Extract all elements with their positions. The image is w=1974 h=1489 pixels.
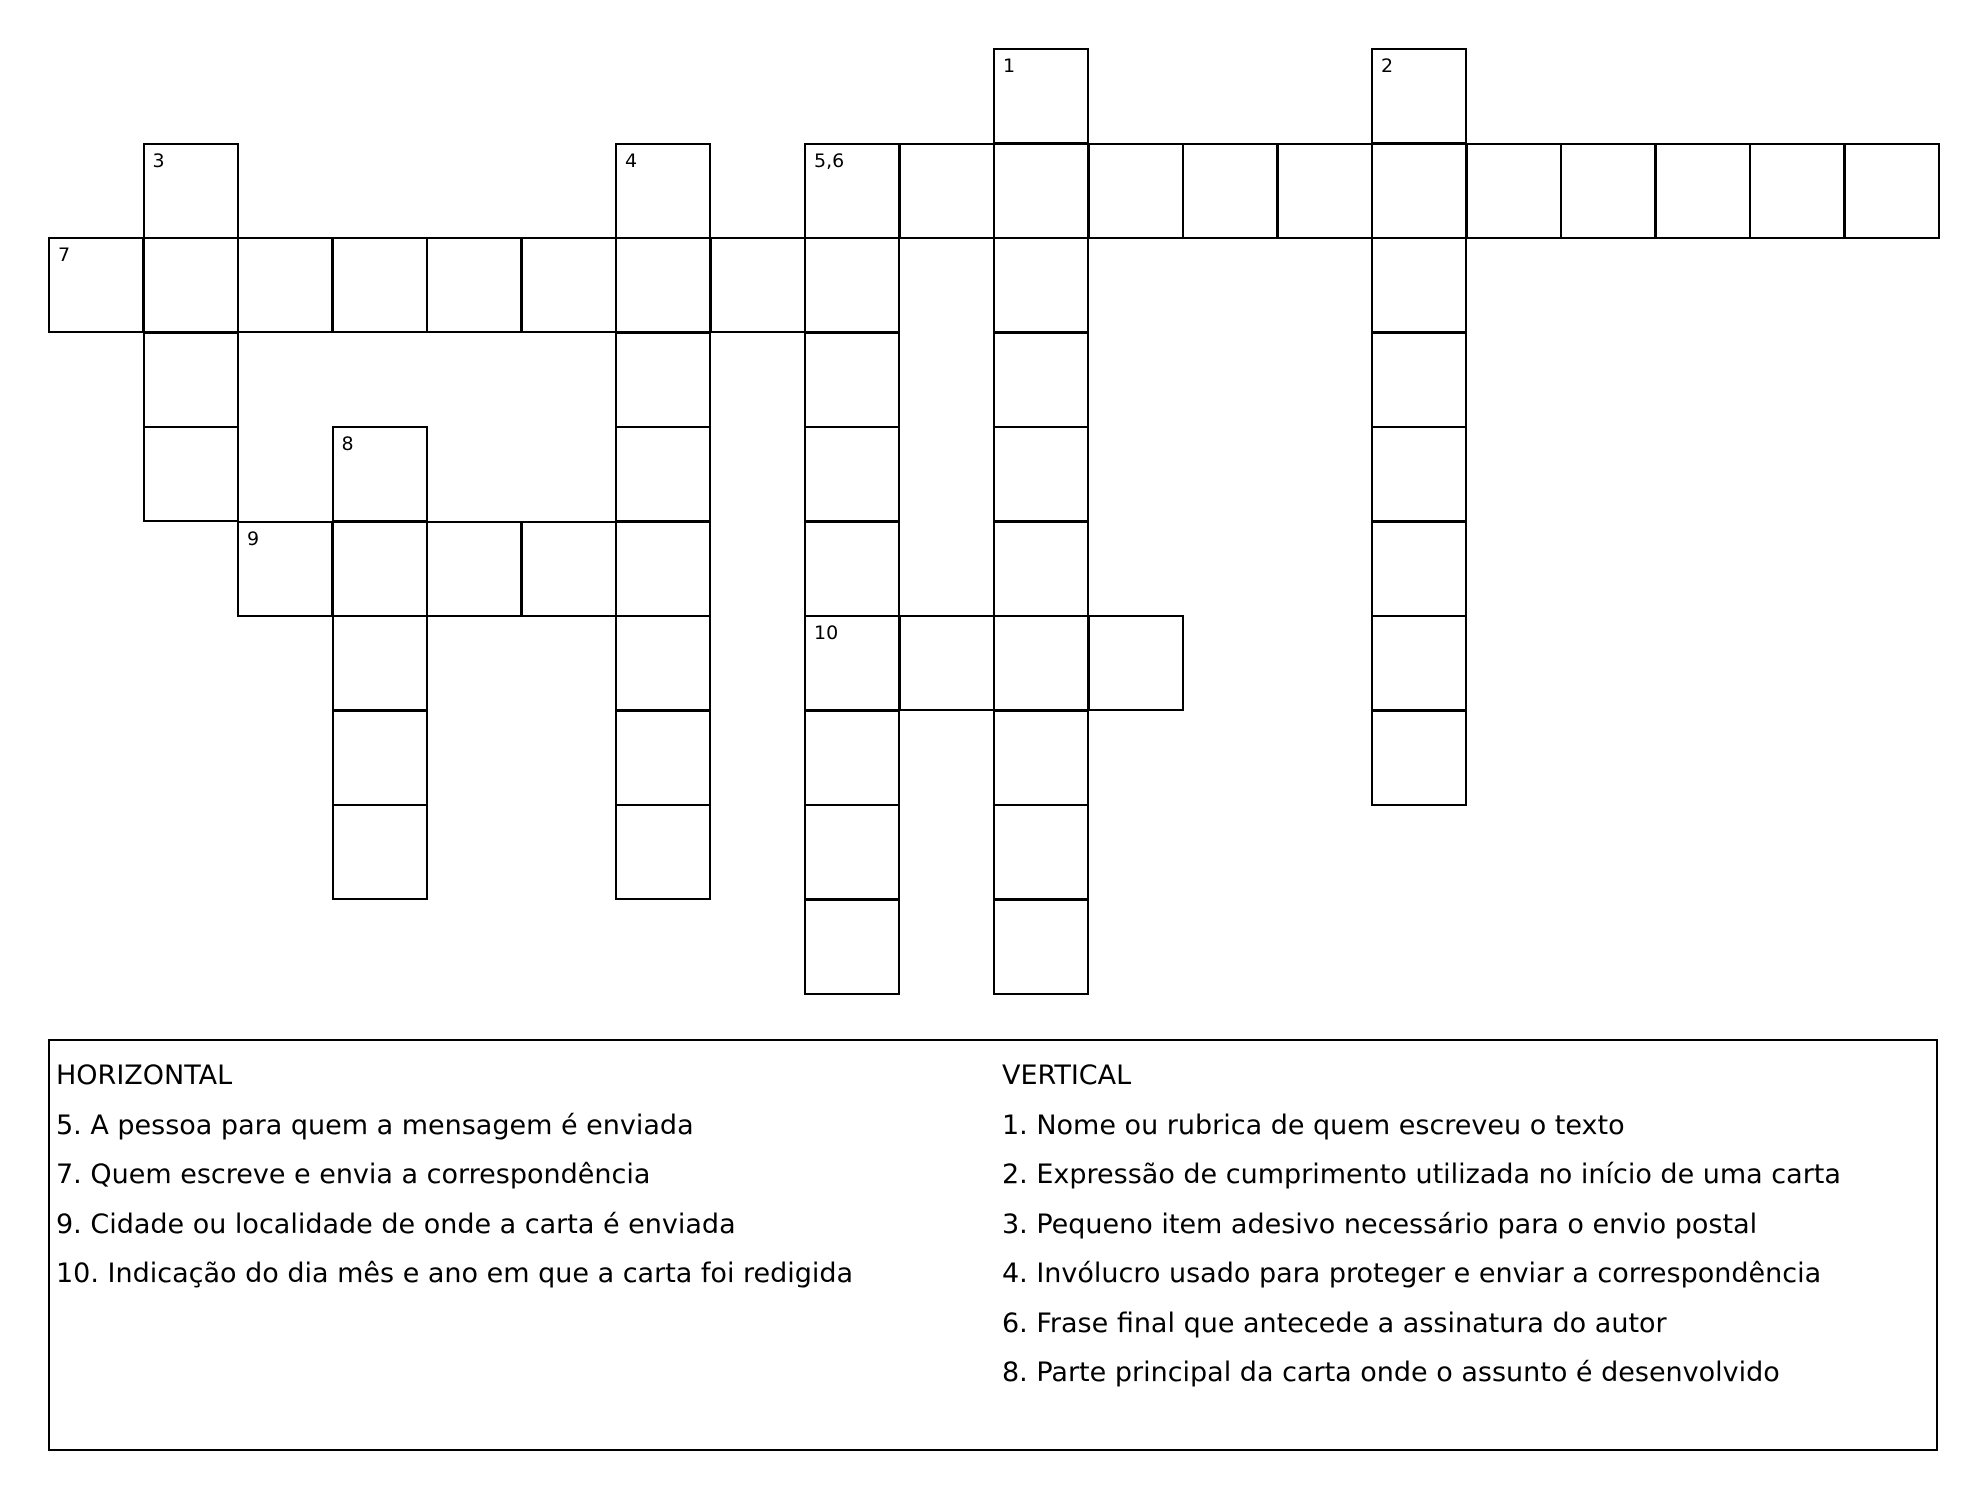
vertical-clues <box>1002 1051 1932 1398</box>
crossword-cell[interactable] <box>521 237 617 333</box>
crossword-cell[interactable] <box>332 710 428 806</box>
clue-number: 3 <box>152 149 165 172</box>
clue-item: 4. Invólucro usado para proteger e enviar a correspondência <box>1002 1258 1822 1289</box>
crossword-cell[interactable] <box>993 710 1089 806</box>
crossword-cell[interactable] <box>804 521 900 617</box>
crossword-cell[interactable] <box>1371 48 1467 144</box>
crossword-cell[interactable] <box>993 48 1089 144</box>
crossword-cell[interactable] <box>1749 143 1845 239</box>
clue-number: 9 <box>247 527 260 550</box>
crossword-cell[interactable] <box>237 521 333 617</box>
crossword-cell[interactable] <box>1088 143 1184 239</box>
clue-number: 7 <box>58 244 71 266</box>
crossword-cell[interactable] <box>615 143 711 239</box>
crossword-cell[interactable] <box>710 237 806 333</box>
clue-item: 2. Expressão de cumprimento utilizada no início de uma carta <box>1002 1159 1841 1190</box>
clue-item: 3. Pequeno item adesivo necessário para o envio postal <box>1002 1208 1758 1240</box>
crossword-cell[interactable] <box>804 804 900 900</box>
crossword-cell[interactable] <box>1277 143 1373 239</box>
clue-item: 8. Parte principal da carta onde o assunto é desenvolvido <box>1002 1357 1780 1388</box>
crossword-cell[interactable] <box>332 804 428 900</box>
crossword-cell[interactable] <box>615 615 711 711</box>
crossword-cell[interactable] <box>993 332 1089 428</box>
crossword-cell[interactable] <box>993 426 1089 522</box>
crossword-cell[interactable] <box>1371 521 1467 617</box>
clue-number: 5,6 <box>814 149 845 172</box>
crossword-cell[interactable] <box>426 237 522 333</box>
crossword-cell[interactable] <box>1371 426 1467 522</box>
crossword-cell[interactable] <box>804 710 900 806</box>
crossword-cell[interactable] <box>426 521 522 617</box>
crossword-cell[interactable] <box>1371 332 1467 428</box>
crossword-cell[interactable] <box>1466 143 1562 239</box>
crossword-cell[interactable] <box>332 237 428 333</box>
crossword-cell[interactable] <box>615 710 711 806</box>
clue-number: 4 <box>625 149 638 172</box>
crossword-cell[interactable] <box>993 237 1089 333</box>
crossword-cell[interactable] <box>615 521 711 617</box>
crossword-cell[interactable] <box>48 237 144 333</box>
crossword-cell[interactable] <box>143 237 239 333</box>
crossword-cell[interactable] <box>143 332 239 428</box>
crossword-cell[interactable] <box>521 521 617 617</box>
clue-number: 2 <box>1381 55 1394 77</box>
crossword-cell[interactable] <box>615 804 711 900</box>
crossword-cell[interactable] <box>143 143 239 239</box>
crossword-cell[interactable] <box>1371 143 1467 239</box>
crossword-cell[interactable] <box>1371 710 1467 806</box>
crossword-cell[interactable] <box>332 426 428 522</box>
crossword-cell[interactable] <box>899 143 995 239</box>
crossword-cell[interactable] <box>804 237 900 333</box>
crossword-cell[interactable] <box>993 521 1089 617</box>
clue-number: 1 <box>1003 55 1016 77</box>
crossword-cell[interactable] <box>1560 143 1656 239</box>
crossword-cell[interactable] <box>804 143 900 239</box>
horizontal-heading: HORIZONTAL <box>56 1060 233 1091</box>
crossword-cell[interactable] <box>1655 143 1751 239</box>
clue-item: 5. A pessoa para quem a mensagem é enviada <box>56 1109 694 1141</box>
vertical-heading: VERTICAL <box>1002 1060 1132 1091</box>
clue-item: 1. Nome ou rubrica de quem escreveu o texto <box>1002 1109 1625 1141</box>
crossword-cell[interactable] <box>993 143 1089 239</box>
crossword-cell[interactable] <box>1844 143 1940 239</box>
clue-item: 10. Indicação do dia mês e ano em que a carta foi redigida <box>56 1258 854 1289</box>
clue-number: 8 <box>341 433 354 455</box>
crossword-cell[interactable] <box>615 426 711 522</box>
crossword-cell[interactable] <box>615 237 711 333</box>
crossword-cell[interactable] <box>143 426 239 522</box>
crossword-cell[interactable] <box>332 521 428 617</box>
crossword-cell[interactable] <box>615 332 711 428</box>
crossword-cell[interactable] <box>332 615 428 711</box>
crossword-cell[interactable] <box>1371 615 1467 711</box>
clue-item: 9. Cidade ou localidade de onde a carta é enviada <box>56 1208 736 1240</box>
clue-number: 10 <box>814 622 839 644</box>
crossword-cell[interactable] <box>804 426 900 522</box>
crossword-cell[interactable] <box>1371 237 1467 333</box>
crossword-cell[interactable] <box>804 615 900 711</box>
crossword-cell[interactable] <box>993 804 1089 900</box>
crossword-cell[interactable] <box>804 899 900 995</box>
clue-item: 7. Quem escreve e envia a correspondência <box>56 1159 651 1190</box>
crossword-cell[interactable] <box>993 899 1089 995</box>
crossword-cell[interactable] <box>1182 143 1278 239</box>
crossword-cell[interactable] <box>237 237 333 333</box>
crossword-cell[interactable] <box>899 615 995 711</box>
crossword-cell[interactable] <box>1088 615 1184 711</box>
clues-box <box>48 1039 1938 1451</box>
crossword-cell[interactable] <box>993 615 1089 711</box>
crossword-cell[interactable] <box>804 332 900 428</box>
horizontal-clues <box>56 1051 956 1299</box>
clue-item: 6. Frase final que antecede a assinatura do autor <box>1002 1307 1667 1339</box>
